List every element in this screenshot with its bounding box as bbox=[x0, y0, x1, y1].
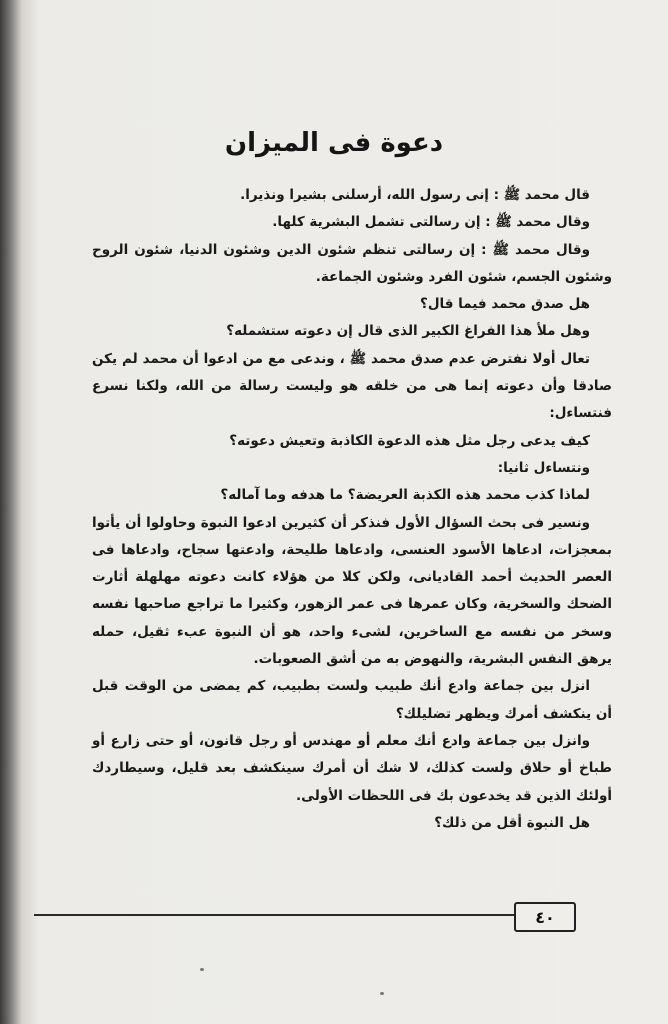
page-number: ٤٠ bbox=[514, 902, 576, 932]
page-body bbox=[92, 182, 612, 837]
paragraph: وقال محمد ﷺ : إن رسالتى تنظم شئون الدين وشئون الدنيا، شئون الروح وشئون الجسم، شئون الفرد وشئون الجماعة. bbox=[92, 241, 612, 285]
paragraph: هل صدق محمد فيما قال؟ bbox=[420, 296, 590, 313]
paragraph: انزل بين جماعة وادع أنك طبيب ولست بطبيب، كم يمضى من الوقت قبل أن ينكشف أمرك ويظهر تضليلك؟ bbox=[92, 678, 612, 722]
paragraph: لماذا كذب محمد هذه الكذبة العريضة؟ ما هدفه وما آماله؟ bbox=[220, 487, 590, 504]
footer-rule bbox=[34, 914, 514, 916]
paragraph: ونسير فى بحث السؤال الأول فنذكر أن كثيرين ادعوا النبوة وحاولوا أن يأتوا بمعجزات، ادعاها الأسود العنسى، وادعاها طليحة، وادعتها سجاح، وادعاها فى العصر الحديث أحمد القاديانى، ولكن كلا من هؤلاء كانت دعوته مهلهلة أثارت الضحك والسخرية، وكان عمرها فى عمر الزهور، وكثيرا ما تراجع صاحبها نفسه وسخر من نفسه مع الساخرين، لشىء واحد، هو أن النبوة عبء ثقيل، حمله يرهق النفس البشرية، والنهوض به من أشق الصعوبات. bbox=[92, 514, 612, 668]
paragraph: كيف يدعى رجل مثل هذه الدعوة الكاذبة وتعيش دعوته؟ bbox=[229, 432, 590, 449]
paragraph: هل النبوة أقل من ذلك؟ bbox=[434, 814, 590, 831]
paragraph: ونتساءل ثانيا: bbox=[497, 459, 590, 476]
paragraph: وهل ملأ هذا الفراغ الكبير الذى قال إن دعوته ستشمله؟ bbox=[226, 323, 590, 340]
paragraph: قال محمد ﷺ : إنى رسول الله، أرسلنى بشيرا ونذيرا. bbox=[240, 187, 590, 203]
paragraph: وقال محمد ﷺ : إن رسالتى تشمل البشرية كلها. bbox=[272, 214, 590, 231]
paragraph: تعال أولا نفترض عدم صدق محمد ﷺ ، وندعى مع من ادعوا أن محمد لم يكن صادقا وأن دعوته إنما هى من خلقه هو وليست رسالة من الله، ولكنا نسرع فنتساءل: bbox=[92, 350, 612, 422]
paper-speck bbox=[380, 992, 384, 995]
page-title: دعوة فى الميزان bbox=[224, 128, 444, 158]
paper-speck bbox=[200, 968, 204, 971]
paragraph: وانزل بين جماعة وادع أنك معلم أو مهندس أو رجل قانون، أو حتى زارع أو طباخ أو حلاق ولست كذلك، لا شك أن أمرك سينكشف بعد قليل، وسيطاردك أولئك الذين قد يخدعون بك فى اللحظات الأولى. bbox=[92, 732, 612, 804]
